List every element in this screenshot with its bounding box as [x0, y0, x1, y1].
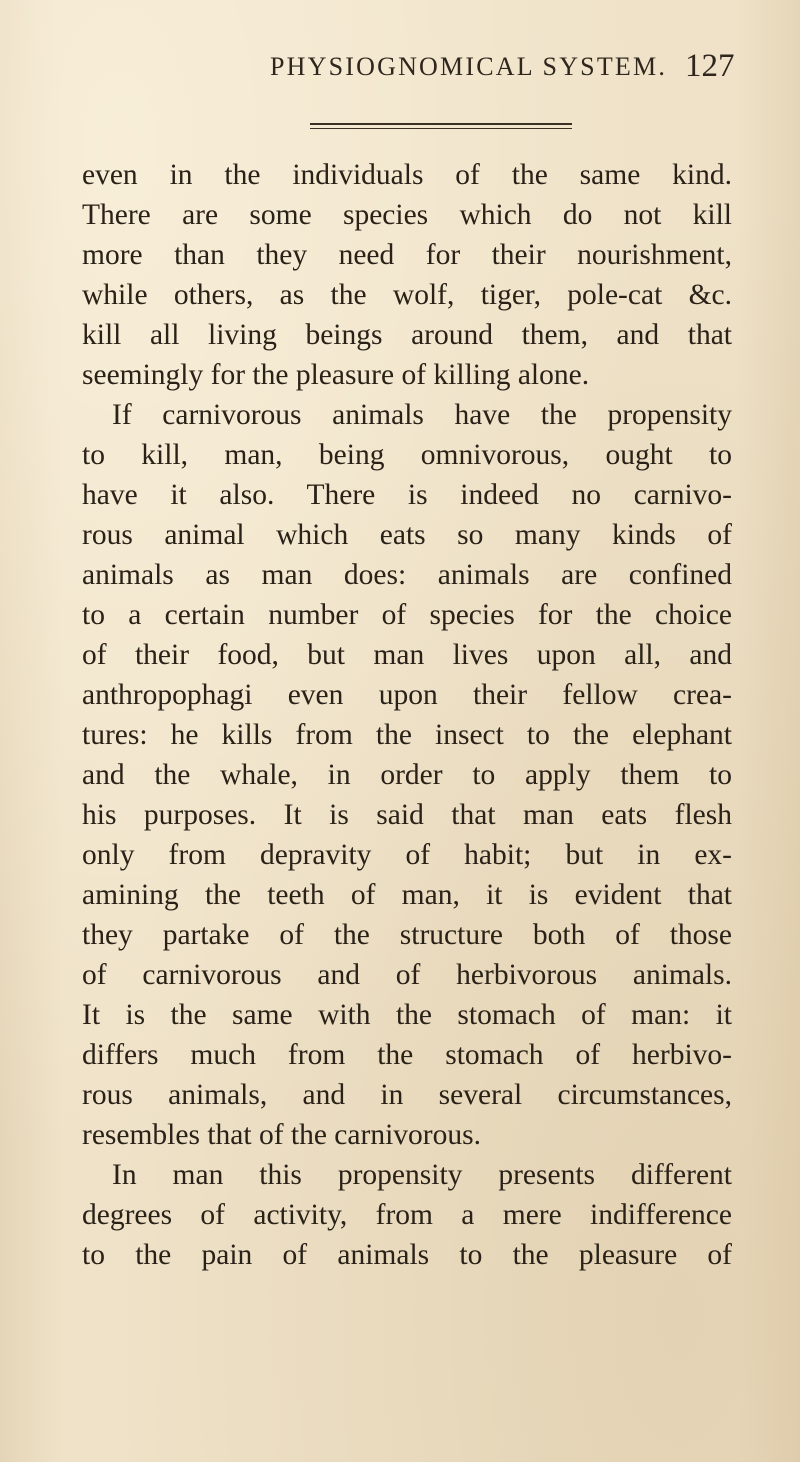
text-line: resembles that of the carnivorous. — [82, 1119, 481, 1151]
body-text — [82, 155, 732, 1275]
text-line: differs much from the stomach of herbivo- — [82, 1039, 732, 1071]
text-line: amining the teeth of man, it is evident that — [82, 879, 732, 911]
text-line: and the whale, in order to apply them to — [82, 759, 732, 791]
text-line: degrees of activity, from a mere indifference — [82, 1199, 732, 1231]
text-line: his purposes. It is said that man eats flesh — [82, 799, 732, 831]
text-line: to kill, man, being omnivorous, ought to — [82, 439, 732, 471]
text-line: It is the same with the stomach of man: it — [82, 999, 732, 1031]
text-line: while others, as the wolf, tiger, pole-cat &c. — [82, 279, 732, 311]
text-line: of carnivorous and of herbivorous animals. — [82, 959, 732, 991]
text-line: If carnivorous animals have the propensity — [112, 399, 732, 431]
page-number: 127 — [685, 48, 735, 84]
text-line: rous animals, and in several circumstances, — [82, 1079, 732, 1111]
text-line: tures: he kills from the insect to the elephant — [82, 719, 732, 751]
text-line: kill all living beings around them, and that — [82, 319, 732, 351]
text-line: have it also. There is indeed no carnivo- — [82, 479, 732, 511]
text-line: only from depravity of habit; but in ex- — [82, 839, 732, 871]
text-line: There are some species which do not kill — [82, 199, 732, 231]
text-line: rous animal which eats so many kinds of — [82, 519, 732, 551]
text-line: animals as man does: animals are confined — [82, 559, 732, 591]
text-line: anthropophagi even upon their fellow crea- — [82, 679, 732, 711]
text-line: even in the individuals of the same kind. — [82, 159, 732, 191]
text-line: In man this propensity presents different — [112, 1159, 732, 1191]
text-line: to the pain of animals to the pleasure of — [82, 1239, 732, 1271]
text-line: more than they need for their nourishment, — [82, 239, 732, 271]
text-line: of their food, but man lives upon all, and — [82, 639, 732, 671]
text-line: seemingly for the pleasure of killing alone. — [82, 359, 590, 391]
header-rule — [310, 123, 572, 125]
text-line: to a certain number of species for the choice — [82, 599, 732, 631]
running-head-title: PHYSIOGNOMICAL SYSTEM. — [270, 52, 668, 81]
text-line: they partake of the structure both of those — [82, 919, 732, 951]
